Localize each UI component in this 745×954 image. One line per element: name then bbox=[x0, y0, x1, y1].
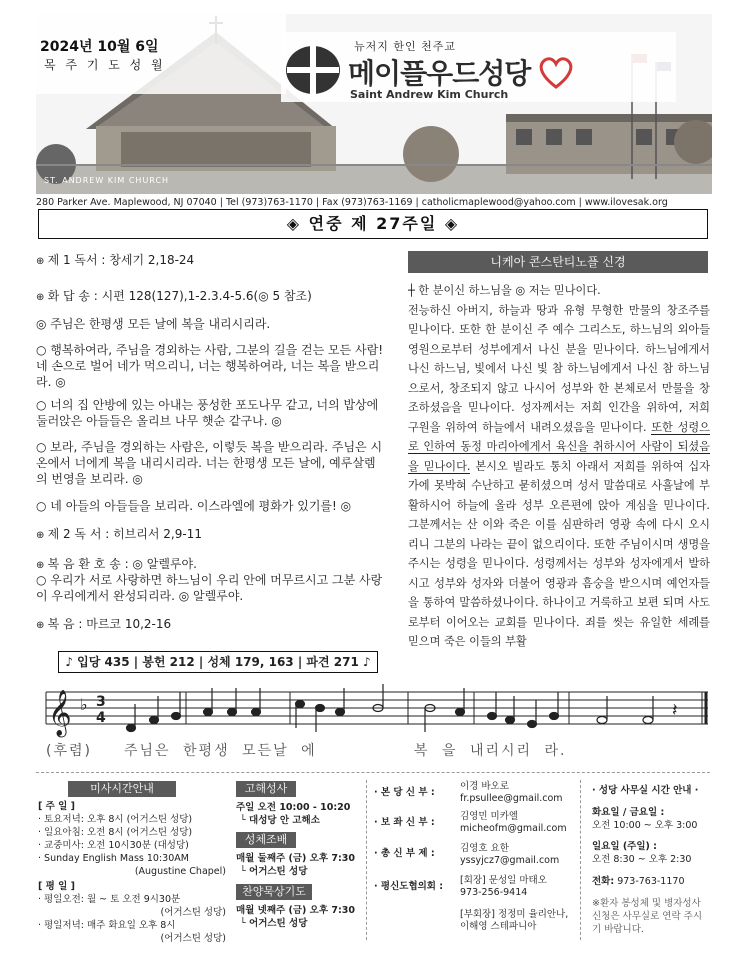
photo-sign-text: ST. ANDREW KIM CHURCH bbox=[44, 176, 170, 185]
confession-time: 주일 오전 10:00 - 10:20 bbox=[236, 802, 351, 813]
assistant-email[interactable]: micheofm@gmail.com bbox=[460, 823, 567, 834]
footer-divider-2 bbox=[366, 780, 367, 940]
sunday-title: ◈ 연중 제 27주일 ◈ bbox=[38, 209, 708, 239]
office-note: ※환자 봉성체 및 병자성사 신청은 사무실로 연락 주시기 바랍니다. bbox=[592, 898, 703, 935]
time-sig-bottom: 4 bbox=[96, 710, 106, 726]
treble-clef-icon: 𝄞 bbox=[48, 690, 72, 736]
office-weekday-hours: 오전 10:00 ~ 오후 3:00 bbox=[592, 820, 698, 831]
phone-label: 전화: bbox=[592, 876, 615, 887]
hymn-numbers: ♪ 입당 435 | 봉헌 212 | 성체 179, 163 | 파견 271 ♪ bbox=[58, 651, 378, 673]
lyric-label: (후렴) bbox=[46, 743, 92, 759]
weekday-mass-4: (어거스틴 성당) bbox=[160, 933, 226, 944]
praise-place: └ 어거스틴 성당 bbox=[240, 918, 308, 929]
sunday-mass-3: · 교중미사: 오전 10시30분 (대성당) bbox=[38, 840, 189, 851]
council-vice-1: [부회장] 정정미 율리안나, bbox=[460, 909, 569, 920]
creed-body-2: 본시오 빌라도 통치 아래서 저희를 위하여 십자가에 못박혀 수난하고 묻히셨으며 성서 말씀대로 사흘날에 부활하시어 하늘에 올라 성부 오른편에 앉아 계심을 믿나이다. 그분께서는 산 이와 죽은 이를 심판하러 영광 속에 다시 오시리니 그분의 나라는 끝이 없으리이다. 또한 주님이시며 생명을 주시는 성령을 믿나이다. 성령께서는 성부와 성자에게서 발하시고 성부와 성자와 더불어 영광과 흠숭을 받으시며 예언자들을 통하여 말씀하셨나이다. 하나이고 거룩하고 보편 되며 사도로부터 이어오는 교회를 믿나이다. 죄를 씻는 유일한 세례를 믿으며 죽은 이들의 부활 bbox=[408, 459, 710, 648]
psalm-verse-4: ○ 네 아들의 아들들을 보리라. 이스라엘에 평화가 있기를! ◎ bbox=[36, 499, 352, 513]
adoration-place: └ 어거스틴 성당 bbox=[240, 866, 308, 877]
sunday-mass-1: · 토요저녁: 오후 8시 (어거스틴 성당) bbox=[38, 814, 193, 825]
alleluia-heading: ⊕ 복 음 환 호 송 : ◎ 알렐루야. bbox=[36, 556, 197, 574]
weekday-mass-2: (어거스틴 성당) bbox=[160, 907, 226, 918]
psalm-verse-1: ○ 행복하여라, 주님을 경외하는 사람, 그분의 길을 걷는 모든 사람! 네 손으로 벌어 네가 먹으리니, 너는 행복하여라, 너는 복을 받으리라. ◎ bbox=[36, 343, 384, 389]
office-sunday-label: 일요일 (주일) : bbox=[592, 841, 657, 852]
creed-text bbox=[408, 281, 710, 652]
deacon-name: 김영호 요한 bbox=[460, 843, 509, 854]
first-reading: ⊕ 제 1 독서 : 창세기 2,18-24 bbox=[36, 252, 194, 270]
sunday-mass-4: · Sunday English Mass 10:30AM bbox=[38, 853, 189, 864]
time-sig-top: 3 bbox=[96, 694, 106, 710]
footer-divider-3 bbox=[580, 780, 581, 940]
office-phone bbox=[592, 875, 685, 888]
sunday-mass-2: · 일요아침: 오전 8시 (어거스틴 성당) bbox=[38, 827, 193, 838]
assistant-role: · 보 좌 신 부 : bbox=[374, 817, 435, 828]
phone-number[interactable]: 973-763-1170 bbox=[617, 876, 685, 887]
creed-opening: ┼ 한 분이신 하느님을 ◎ 저는 믿나이다. bbox=[408, 284, 601, 297]
psalm: ⊕ 화 답 송 : 시편 128(127),1-2.3.4-5.6(◎ 5 참조) bbox=[36, 288, 312, 306]
church-logo-icon bbox=[284, 44, 342, 96]
sunday-mass-5: (Augustine Chapel) bbox=[134, 866, 226, 877]
creed-heading: 니케아 콘스탄티노플 신경 bbox=[408, 251, 708, 273]
council-role: · 평신도협의회 : bbox=[374, 881, 444, 892]
office-heading: · 성당 사무실 시간 안내 · bbox=[592, 785, 699, 796]
mass-times bbox=[38, 800, 226, 945]
lyric-line-1: 주님은 한평생 모든날 에 bbox=[124, 743, 317, 759]
second-reading: ⊕ 제 2 독 서 : 히브리서 2,9-11 bbox=[36, 526, 202, 544]
flat-icon: ♭ bbox=[80, 695, 88, 714]
weekday-mass-1: · 평일오전: 월 ~ 토 오전 9시30분 bbox=[38, 894, 181, 905]
alleluia-verse: ○ 우리가 서로 사랑하면 하느님이 우리 안에 머무르시고 그분 사랑이 우리에게서 완성되리라. ◎ 알렐루야. bbox=[36, 573, 383, 603]
office-weekday-label: 화요일 / 금요일 : bbox=[592, 807, 665, 818]
deacon-role: · 총 신 부 제 : bbox=[374, 848, 435, 859]
contact-line: 280 Parker Ave. Maplewood, NJ 07040 | Tel (973)763-1170 | Fax (973)763-1169 | catholicmaplewood@yahoo.com | www.ilovesak.org bbox=[36, 197, 668, 208]
pastor-email[interactable]: fr.psullee@gmail.com bbox=[460, 793, 563, 804]
office-sunday-hours: 오전 8:30 ~ 오후 2:30 bbox=[592, 854, 692, 865]
weekday-label: [ 평 일 ] bbox=[38, 881, 75, 892]
parish-name: 메이플우드성당 bbox=[348, 57, 531, 90]
adoration-time: 매월 둘째주 (금) 오후 7:30 bbox=[236, 853, 355, 864]
confession-place: └ 대성당 안 고해소 bbox=[240, 815, 320, 826]
parish-subtitle: 뉴저지 한인 천주교 bbox=[354, 40, 457, 53]
mass-times-heading: 미사시간안내 bbox=[68, 781, 176, 797]
creed-body-1: 전능하신 아버지, 하늘과 땅과 유형 무형한 만물의 창조주를 믿나이다. 또한 한 분이신 주 예수 그리스도, 하느님의 외아들 영원으로부터 성부에게서 나신 분을 믿나이다. 하느님에게서 나신 하느님, 빛에서 나신 빛 참 하느님에게서 나신 참 하느님으로서, 창조되지 않고 나시어 성부와 한 본체로서 만물을 창조하셨음을 믿나이다. 성자께서는 저희 인간을 위하여, 저희 구원을 위하여 하늘에서 내려오셨음을 믿나이다. bbox=[408, 303, 710, 434]
music-staff bbox=[36, 680, 712, 740]
parish-english-name: Saint Andrew Kim Church bbox=[350, 88, 509, 101]
council-vice-2: 이해영 스테파니아 bbox=[460, 921, 537, 932]
council-phone: 973-256-9414 bbox=[460, 887, 528, 898]
council-president: [회장] 문성일 마태오 bbox=[460, 875, 547, 886]
weekday-mass-3: · 평일저녁: 매주 화요일 오후 8시 bbox=[38, 920, 176, 931]
rest-icon: 𝄽 bbox=[672, 700, 678, 721]
confession-heading: 고해성사 bbox=[236, 781, 296, 797]
header-banner bbox=[36, 14, 712, 194]
deacon-email[interactable]: yssyjcz7@gmail.com bbox=[460, 855, 560, 866]
psalm-response: ◎ 주님은 한평생 모든 날에 복을 내리시리라. bbox=[36, 317, 271, 331]
sunday-label: [ 주 일 ] bbox=[38, 801, 75, 812]
pastor-role: · 본 당 신 부 : bbox=[374, 787, 435, 798]
praise-time: 매월 넷째주 (금) 오후 7:30 bbox=[236, 905, 355, 916]
creed-incarnation: 또한 성령으로 인하여 동정 마리아에게서 육신을 취하시어 사람이 되셨음을 믿나이다. bbox=[408, 420, 710, 473]
adoration-heading: 성체조배 bbox=[236, 832, 296, 848]
heart-icon bbox=[536, 54, 576, 90]
psalm-verse-3: ○ 보라, 주님을 경외하는 사람은, 이렇듯 복을 받으리라. 주님은 시온에서 너에게 복을 내리시리라. 너는 한평생 모든 날에, 예루살렘의 번영을 보리라. ◎ bbox=[36, 440, 383, 486]
liturgical-month: 목 주 기 도 성 월 bbox=[44, 58, 166, 72]
pastor-name: 이경 바오로 bbox=[460, 781, 509, 792]
psalm-verse-2: ○ 너의 집 안방에 있는 아내는 풍성한 포도나무 같고, 너의 밥상에 둘러앉은 아들들은 올리브 나무 햇순 같구나. ◎ bbox=[36, 398, 379, 428]
footer-divider bbox=[36, 772, 710, 773]
praise-heading: 찬양묵상기도 bbox=[236, 884, 312, 900]
bulletin-date: 2024년 10월 6일 bbox=[40, 39, 159, 55]
assistant-name: 김영민 미카엘 bbox=[460, 811, 519, 822]
lyric-line-2: 복 을 내리시리 라. bbox=[414, 743, 567, 759]
gospel-reading: ⊕ 복 음 : 마르코 10,2-16 bbox=[36, 616, 171, 634]
